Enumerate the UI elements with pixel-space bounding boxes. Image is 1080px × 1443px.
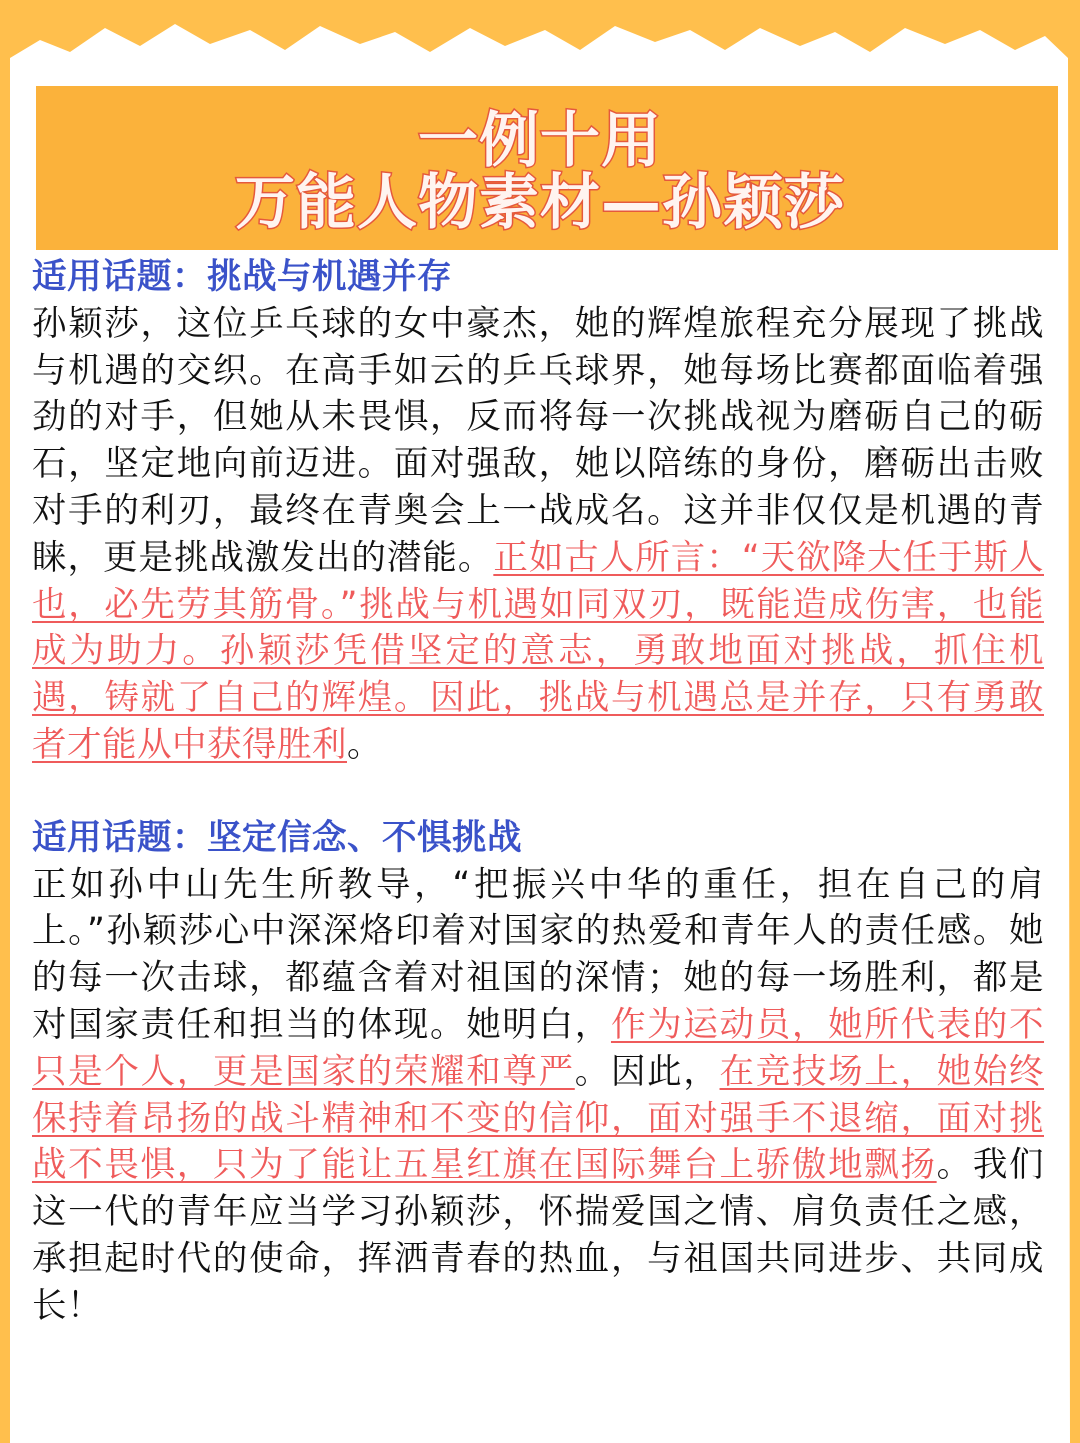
paragraph-2-highlight-2: 在竞技场上，她始终保持着昂扬的战斗精神和不变的信仰，面对强手不退缩，面对挑战不畏惧，只为了能让五星红旗在国际舞台上骄傲地飘扬 [32, 1051, 1045, 1186]
paragraph-1-text: 孙颖莎，这位乒乓球的女中豪杰，她的辉煌旅程充分展现了挑战与机遇的交织。在高手如云的乒乓球界，她每场比赛都面临着强劲的对手，但她从未畏惧，反而将每一次挑战视为磨砺自己的砺石，坚定地向前迈进。面对强敌，她以陪练的身份，磨砺出击败对手的利刃，最终在青奥会上一战成名。这并非仅仅是机遇的青睐，更是挑战激发出的潜能。 [32, 303, 1044, 578]
paragraph-2-end: 。我们这一代的青年应当学习孙颖莎，怀揣爱国之情、肩负责任之感，承担起时代的使命，挥洒青春的热血，与祖国共同进步、共同成长！ [32, 1145, 1045, 1326]
paragraph-2-highlight: 作为运动员，她所代表的不只是个人，更是国家的荣耀和尊严 [32, 1004, 1045, 1092]
article-content [32, 254, 1044, 1330]
paragraph-2-mid: 。因此， [574, 1051, 720, 1092]
section-gap [32, 769, 1044, 815]
paragraph-1-end: 。 [347, 724, 382, 765]
paragraph-2 [32, 862, 1044, 1330]
paragraph-1-highlight: 正如古人所言：“天欲降大任于斯人也，必先劳其筋骨。”挑战与机遇如同双刃，既能造成伤害，也能成为助力。孙颖莎凭借坚定的意志，勇敢地面对挑战，抓住机遇，铸就了自己的辉煌。因此，挑战与机遇总是并存，只有勇敢者才能从中获得胜利 [32, 537, 1044, 765]
topic-heading-1: 适用话题：挑战与机遇并存 [32, 257, 452, 297]
paragraph-2-text: 正如孙中山先生所教导，“把振兴中华的重任，担在自己的肩上。”孙颖莎心中深深烙印着对国家的热爱和青年人的责任感。她的每一次击球，都蕴含着对祖国的深情；她的每一场胜利，都是对国家责任和担当的体现。她明白， [32, 864, 1044, 1045]
title-line-1: 一例十用 [418, 106, 662, 176]
paragraph-1 [32, 301, 1044, 769]
topic-heading-2: 适用话题：坚定信念、不惧挑战 [32, 817, 522, 858]
title-line-2: 万能人物素材—孙颖莎 [235, 168, 845, 238]
